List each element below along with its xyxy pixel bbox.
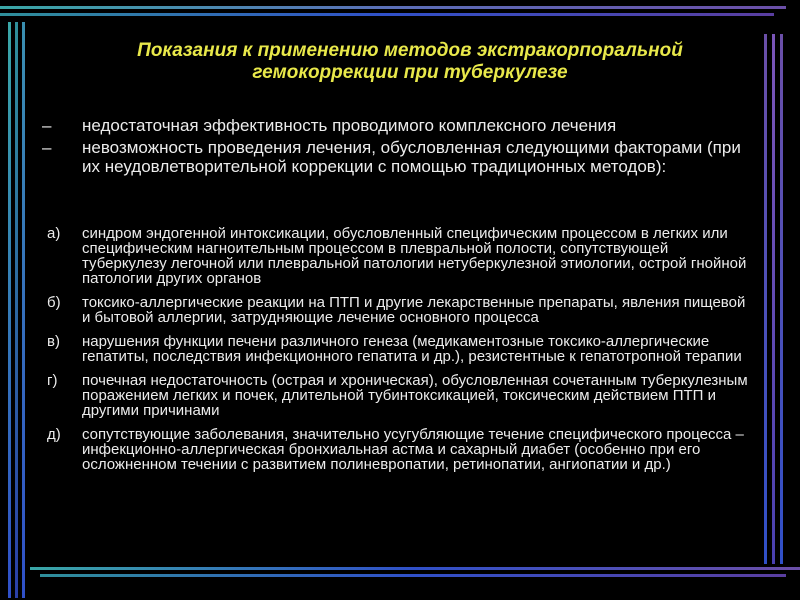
list-item [47,373,752,418]
indication-list [47,226,752,481]
item-letter: а) [47,225,61,242]
frame-left-bar-1 [8,22,11,598]
bullet-dash: – [42,138,52,157]
title-line-2: гемокоррекции при туберкулезе [252,62,568,83]
frame-left-bar-2 [15,22,18,598]
bullet-dash: – [42,116,52,135]
frame-right-bar-2 [772,34,775,564]
frame-top-outer-line [0,6,786,9]
bullet-item [42,116,742,135]
frame-bottom-inner-line [40,574,786,577]
frame-top-inner-line [0,13,774,16]
list-item [47,226,752,286]
list-item [47,427,752,472]
item-letter: д) [47,426,61,443]
list-item [47,334,752,364]
item-text: почечная недостаточность (острая и хроническая), обусловленная сочетанным туберкулезным поражением легких и почек, длительной тубинтоксикацией, токсическим действием ПТП и другими причинами [82,372,748,419]
frame-right-bar-1 [764,34,767,564]
bullet-text: недостаточная эффективность проводимого комплексного лечения [82,116,617,135]
bullet-text: невозможность проведения лечения, обусловленная следующими факторами (при их неудовлетворительной коррекции с помощью традиционных методов): [82,138,741,176]
item-text: токсико-аллергические реакции на ПТП и другие лекарственные препараты, явления пищевой и бытовой аллергии, затрудняющие лечение основного процесса [82,294,746,326]
item-letter: г) [47,372,58,389]
item-letter: б) [47,294,61,311]
frame-left-bar-3 [22,22,25,598]
item-text: нарушения функции печени различного генеза (медикаментозные токсико-аллергические гепатиты, последствия инфекционного гепатита и др.), резистентные к гепатотропной терапии [82,333,742,365]
item-text: сопутствующие заболевания, значительно усугубляющие течение специфического процесса – инфекционно-аллергическая бронхиальная астма и сахарный диабет (особенно при его осложненном течении с развитием полиневропатии, ретинопатии, ангиопатии и др.) [82,426,744,473]
list-item [47,295,752,325]
bullet-item [42,138,742,176]
bullet-list [42,116,742,179]
frame-right-bar-3 [780,34,783,564]
item-text: синдром эндогенной интоксикации, обусловленный специфическим процессом в легких или специфическим нагноительным процессом в плевральной полости, сопутствующей туберкулезу легочной или плевральной патологии нетуберкулезной этиологии, острой гнойной патологии других органов [82,225,747,287]
frame-bottom-outer-line [30,567,800,570]
title-line-1: Показания к применению методов экстракорпоральной [137,40,683,61]
slide-title [60,40,760,84]
item-letter: в) [47,333,60,350]
